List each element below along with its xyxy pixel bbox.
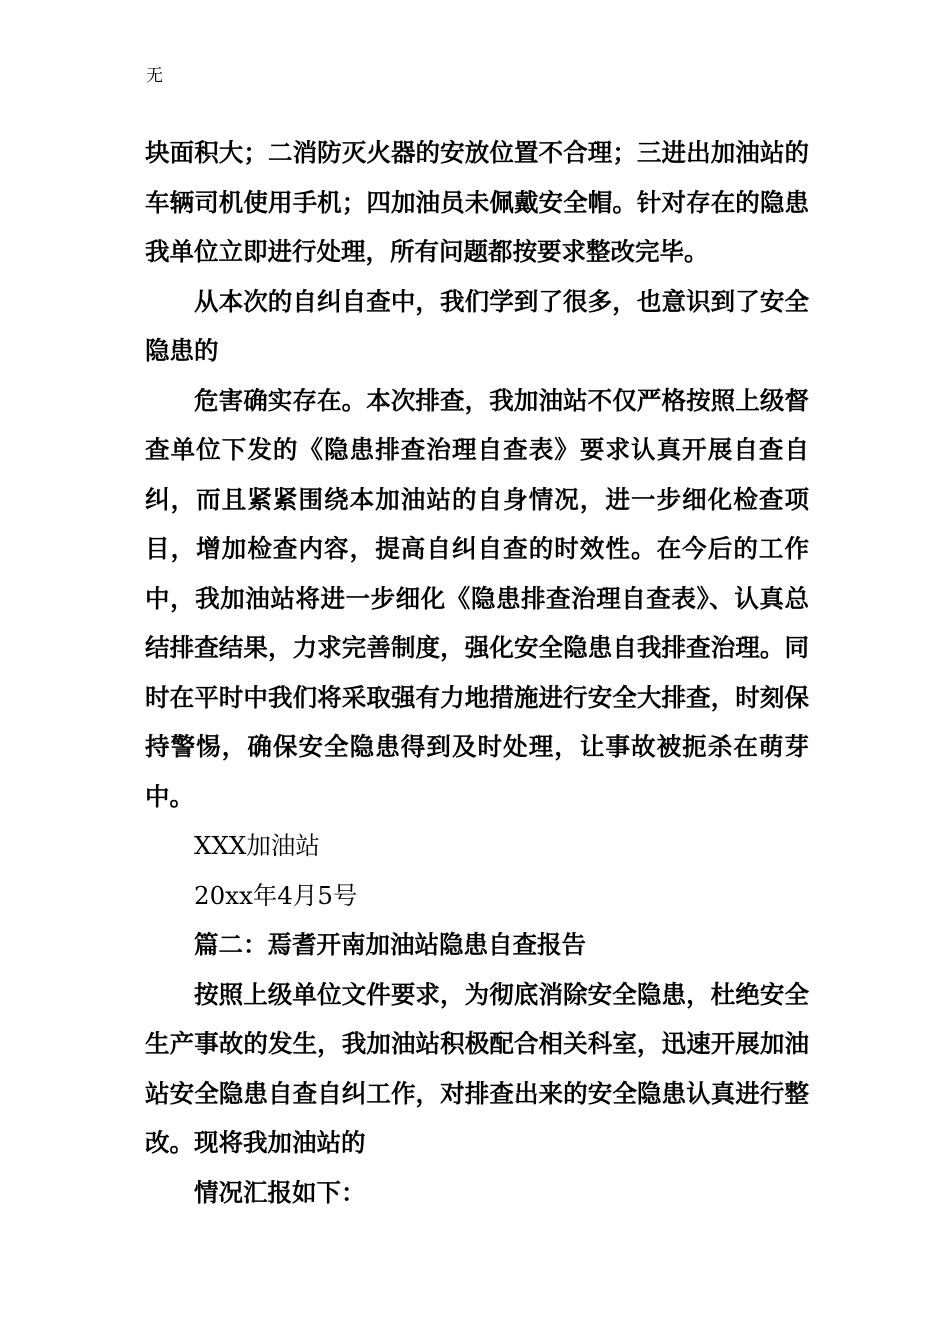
paragraph-lessons: 从本次的自纠自查中，我们学到了很多，也意识到了安全隐患的 bbox=[145, 286, 809, 365]
page-header-label: 无 bbox=[146, 66, 163, 86]
document-body bbox=[145, 128, 809, 1217]
paragraph-intro: 按照上级单位文件要求，为彻底消除安全隐患，杜绝安全生产事故的发生，我加油站积极配合相关科室，迅速开展加油站安全隐患自查自纠工作，对排查出来的安全隐患认真进行整改。现将我加油站的 bbox=[145, 979, 809, 1157]
paragraph-inspection-details: 危害确实存在。本次排查，我加油站不仅严格按照上级督查单位下发的《隐患排查治理自查表》要求认真开展自查自纠，而且紧紧围绕本加油站的自身情况，进一步细化检查项目，增加检查内容，提高自纠自查的时效性。在今后的工作中，我加油站将进一步细化《隐患排查治理自查表》、认真总结排查结果，力求完善制度，强化安全隐患自我排查治理。同时在平时中我们将采取强有力地措施进行安全大排查，时刻保持警惕，确保安全隐患得到及时处理，让事故被扼杀在萌芽中。 bbox=[145, 385, 809, 811]
signature-station: XXX加油站 bbox=[194, 831, 320, 860]
section-title: 篇二：焉耆开南加油站隐患自查报告 bbox=[194, 930, 586, 959]
signature-date: 20xx年4月5号 bbox=[194, 880, 358, 910]
paragraph-report-lead: 情况汇报如下： bbox=[194, 1177, 366, 1207]
paragraph-hazard-list: 块面积大；二消防灭火器的安放位置不合理；三进出加油站的车辆司机使用手机；四加油员未佩戴安全帽。针对存在的隐患我单位立即进行处理，所有问题都按要求整改完毕。 bbox=[145, 138, 809, 266]
